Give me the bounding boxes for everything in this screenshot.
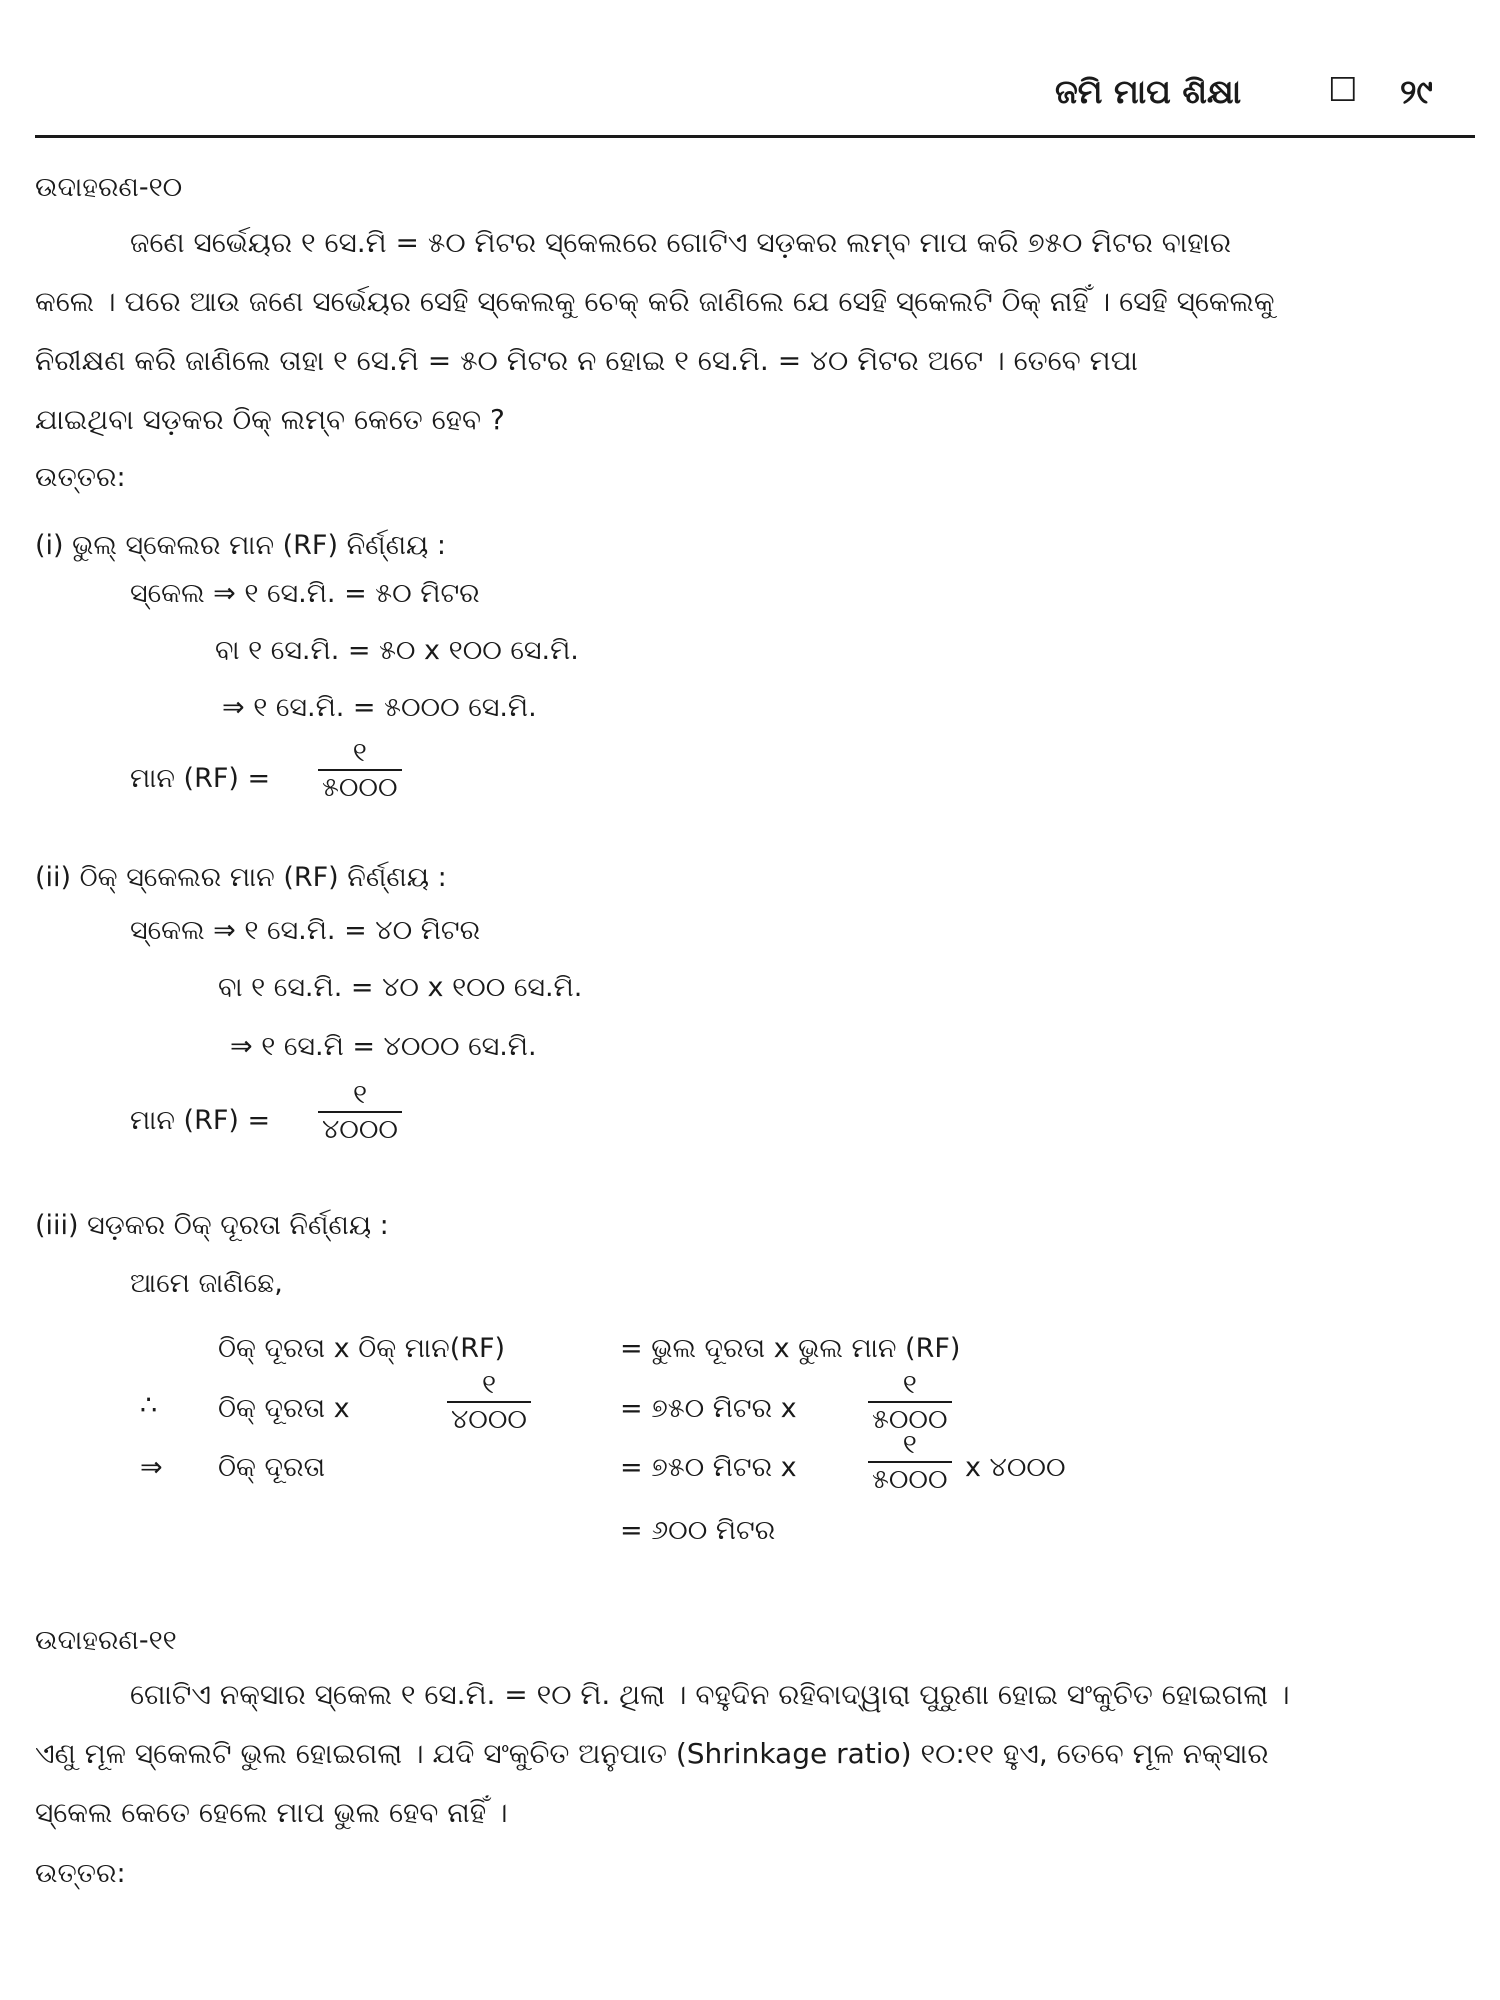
fraction-bar (868, 1461, 952, 1463)
fraction-numerator: ୧ (902, 1429, 917, 1460)
equation-3-left: ଠିକ୍ ଦୂରତା (218, 1452, 326, 1483)
example-10-question-line-1: ଜଣେ ସର୍ଭେୟର ୧ ସେ.ମି = ୫୦ ମିଟର ସ୍କେଲରେ ଗୋଟିଏ ସଡ଼କର ଲମ୍ବ ମାପ କରି ୭୫୦ ମିଟର ବାହାର (130, 226, 1232, 259)
part-2-line-2: ବା ୧ ସେ.ମି. = ୪୦ x ୧୦୦ ସେ.ମି. (218, 972, 583, 1003)
fraction-numerator: ୧ (352, 1079, 368, 1110)
part-2-rf-label: ମାନ (RF) = (130, 1105, 271, 1136)
page-number: ୨୯ (1400, 72, 1433, 111)
example-10-question-line-2: କଲେ । ପରେ ଆଉ ଜଣେ ସର୍ଭେୟର ସେହି ସ୍କେଲକୁ ଚେକ୍ କରି ଜାଣିଲେ ଯେ ସେହି ସ୍କେଲଟି ଠିକ୍ ନାହିଁ । ସେହି ସ୍କେଲକୁ (35, 285, 1275, 318)
fraction-denominator: ୪୦୦୦ (322, 1114, 398, 1145)
part-2-rf-fraction (318, 1080, 402, 1145)
therefore-symbol: ∴ (140, 1390, 158, 1421)
equation-3-tail: x ୪୦୦୦ (965, 1452, 1066, 1483)
equation-2-left-fraction (447, 1370, 531, 1435)
answer-label: ଉତ୍ତର: (35, 462, 126, 493)
we-know-text: ଆମେ ଜାଣିଛେ, (130, 1268, 283, 1299)
part-1-rf-label: ମାନ (RF) = (130, 763, 271, 794)
part-2-heading: (ii) ଠିକ୍ ସ୍କେଲର ମାନ (RF) ନିର୍ଣ୍ଣୟ : (35, 862, 447, 893)
equation-4-result: = ୬୦୦ ମିଟର (620, 1515, 776, 1546)
equation-1-left: ଠିକ୍ ଦୂରତା x ଠିକ୍ ମାନ(RF) (218, 1333, 506, 1364)
equation-2-right: = ୭୫୦ ମିଟର x (620, 1393, 797, 1424)
part-1-heading: (i) ଭୁଲ୍ ସ୍କେଲର ମାନ (RF) ନିର୍ଣ୍ଣୟ : (35, 530, 446, 561)
part-1-line-3: ⇒ ୧ ସେ.ମି. = ୫୦୦୦ ସେ.ମି. (222, 692, 537, 723)
fraction-bar (868, 1401, 952, 1403)
example-11-line-1: ଗୋଟିଏ ନକ୍ସାର ସ୍କେଲ ୧ ସେ.ମି. = ୧୦ ମି. ଥିଲା । ବହୁଦିନ ରହିବାଦ୍ୱାରା ପୁରୁଣା ହୋଇ ସଂକୁଚିତ ହୋଇଗଲା । (130, 1678, 1290, 1711)
fraction-denominator: ୫୦୦୦ (872, 1404, 948, 1435)
implies-symbol: ⇒ (140, 1452, 163, 1483)
fraction-denominator: ୪୦୦୦ (451, 1404, 527, 1435)
equation-1-right: = ଭୁଲ ଦୂରତା x ଭୁଲ ମାନ (RF) (620, 1333, 961, 1364)
example-11-heading: ଉଦାହରଣ-୧୧ (35, 1625, 177, 1656)
header-rule (35, 135, 1475, 138)
fraction-numerator: ୧ (902, 1369, 917, 1400)
fraction-denominator: ୫୦୦୦ (322, 772, 398, 803)
equation-3-fraction (868, 1430, 952, 1495)
equation-2-right-fraction (868, 1370, 952, 1435)
fraction-numerator: ୧ (481, 1369, 497, 1400)
part-2-line-1: ସ୍କେଲ ⇒ ୧ ସେ.ମି. = ୪୦ ମିଟର (130, 915, 481, 946)
example-11-line-2: ଏଣୁ ମୂଳ ସ୍କେଲଟି ଭୁଲ ହୋଇଗଲା । ଯଦି ସଂକୁଚିତ ଅନୁପାତ (Shrinkage ratio) ୧୦:୧୧ ହୁଏ, ତେବେ ମୂଳ ନକ୍ସାର (35, 1737, 1269, 1770)
fraction-numerator: ୧ (352, 737, 367, 768)
example-10-question-line-4: ଯାଇଥିବା ସଡ଼କର ଠିକ୍ ଲମ୍ବ କେତେ ହେବ ? (35, 403, 505, 436)
fraction-bar (447, 1401, 531, 1403)
fraction-bar (318, 769, 402, 771)
equation-3-right: = ୭୫୦ ମିଟର x (620, 1452, 797, 1483)
example-11-line-3: ସ୍କେଲ କେତେ ହେଲେ ମାପ ଭୁଲ ହେବ ନାହିଁ । (35, 1796, 508, 1829)
example-10-heading: ଉଦାହରଣ-୧୦ (35, 172, 183, 203)
part-1-rf-fraction (318, 738, 402, 803)
part-1-line-2: ବା ୧ ସେ.ମି. = ୫୦ x ୧୦୦ ସେ.ମି. (215, 635, 579, 666)
part-2-line-3: ⇒ ୧ ସେ.ମି = ୪୦୦୦ ସେ.ମି. (230, 1031, 537, 1062)
part-1-line-1: ସ୍କେଲ ⇒ ୧ ସେ.ମି. = ୫୦ ମିଟର (130, 578, 480, 609)
fraction-bar (318, 1111, 402, 1113)
equation-2-left: ଠିକ୍ ଦୂରତା x (218, 1393, 350, 1424)
example-10-question-line-3: ନିରୀକ୍ଷଣ କରି ଜାଣିଲେ ତାହା ୧ ସେ.ମି = ୫୦ ମିଟର ନ ହୋଇ ୧ ସେ.ମି. = ୪୦ ମିଟର ଅଟେ । ତେବେ ମପା (35, 344, 1138, 377)
square-icon: ☐ (1328, 70, 1358, 109)
running-title: ଜମି ମାପ ଶିକ୍ଷା (1055, 72, 1242, 111)
fraction-denominator: ୫୦୦୦ (872, 1464, 948, 1495)
part-3-heading: (iii) ସଡ଼କର ଠିକ୍ ଦୂରତା ନିର୍ଣ୍ଣୟ : (35, 1210, 389, 1241)
example-11-answer-label: ଉତ୍ତର: (35, 1858, 126, 1889)
